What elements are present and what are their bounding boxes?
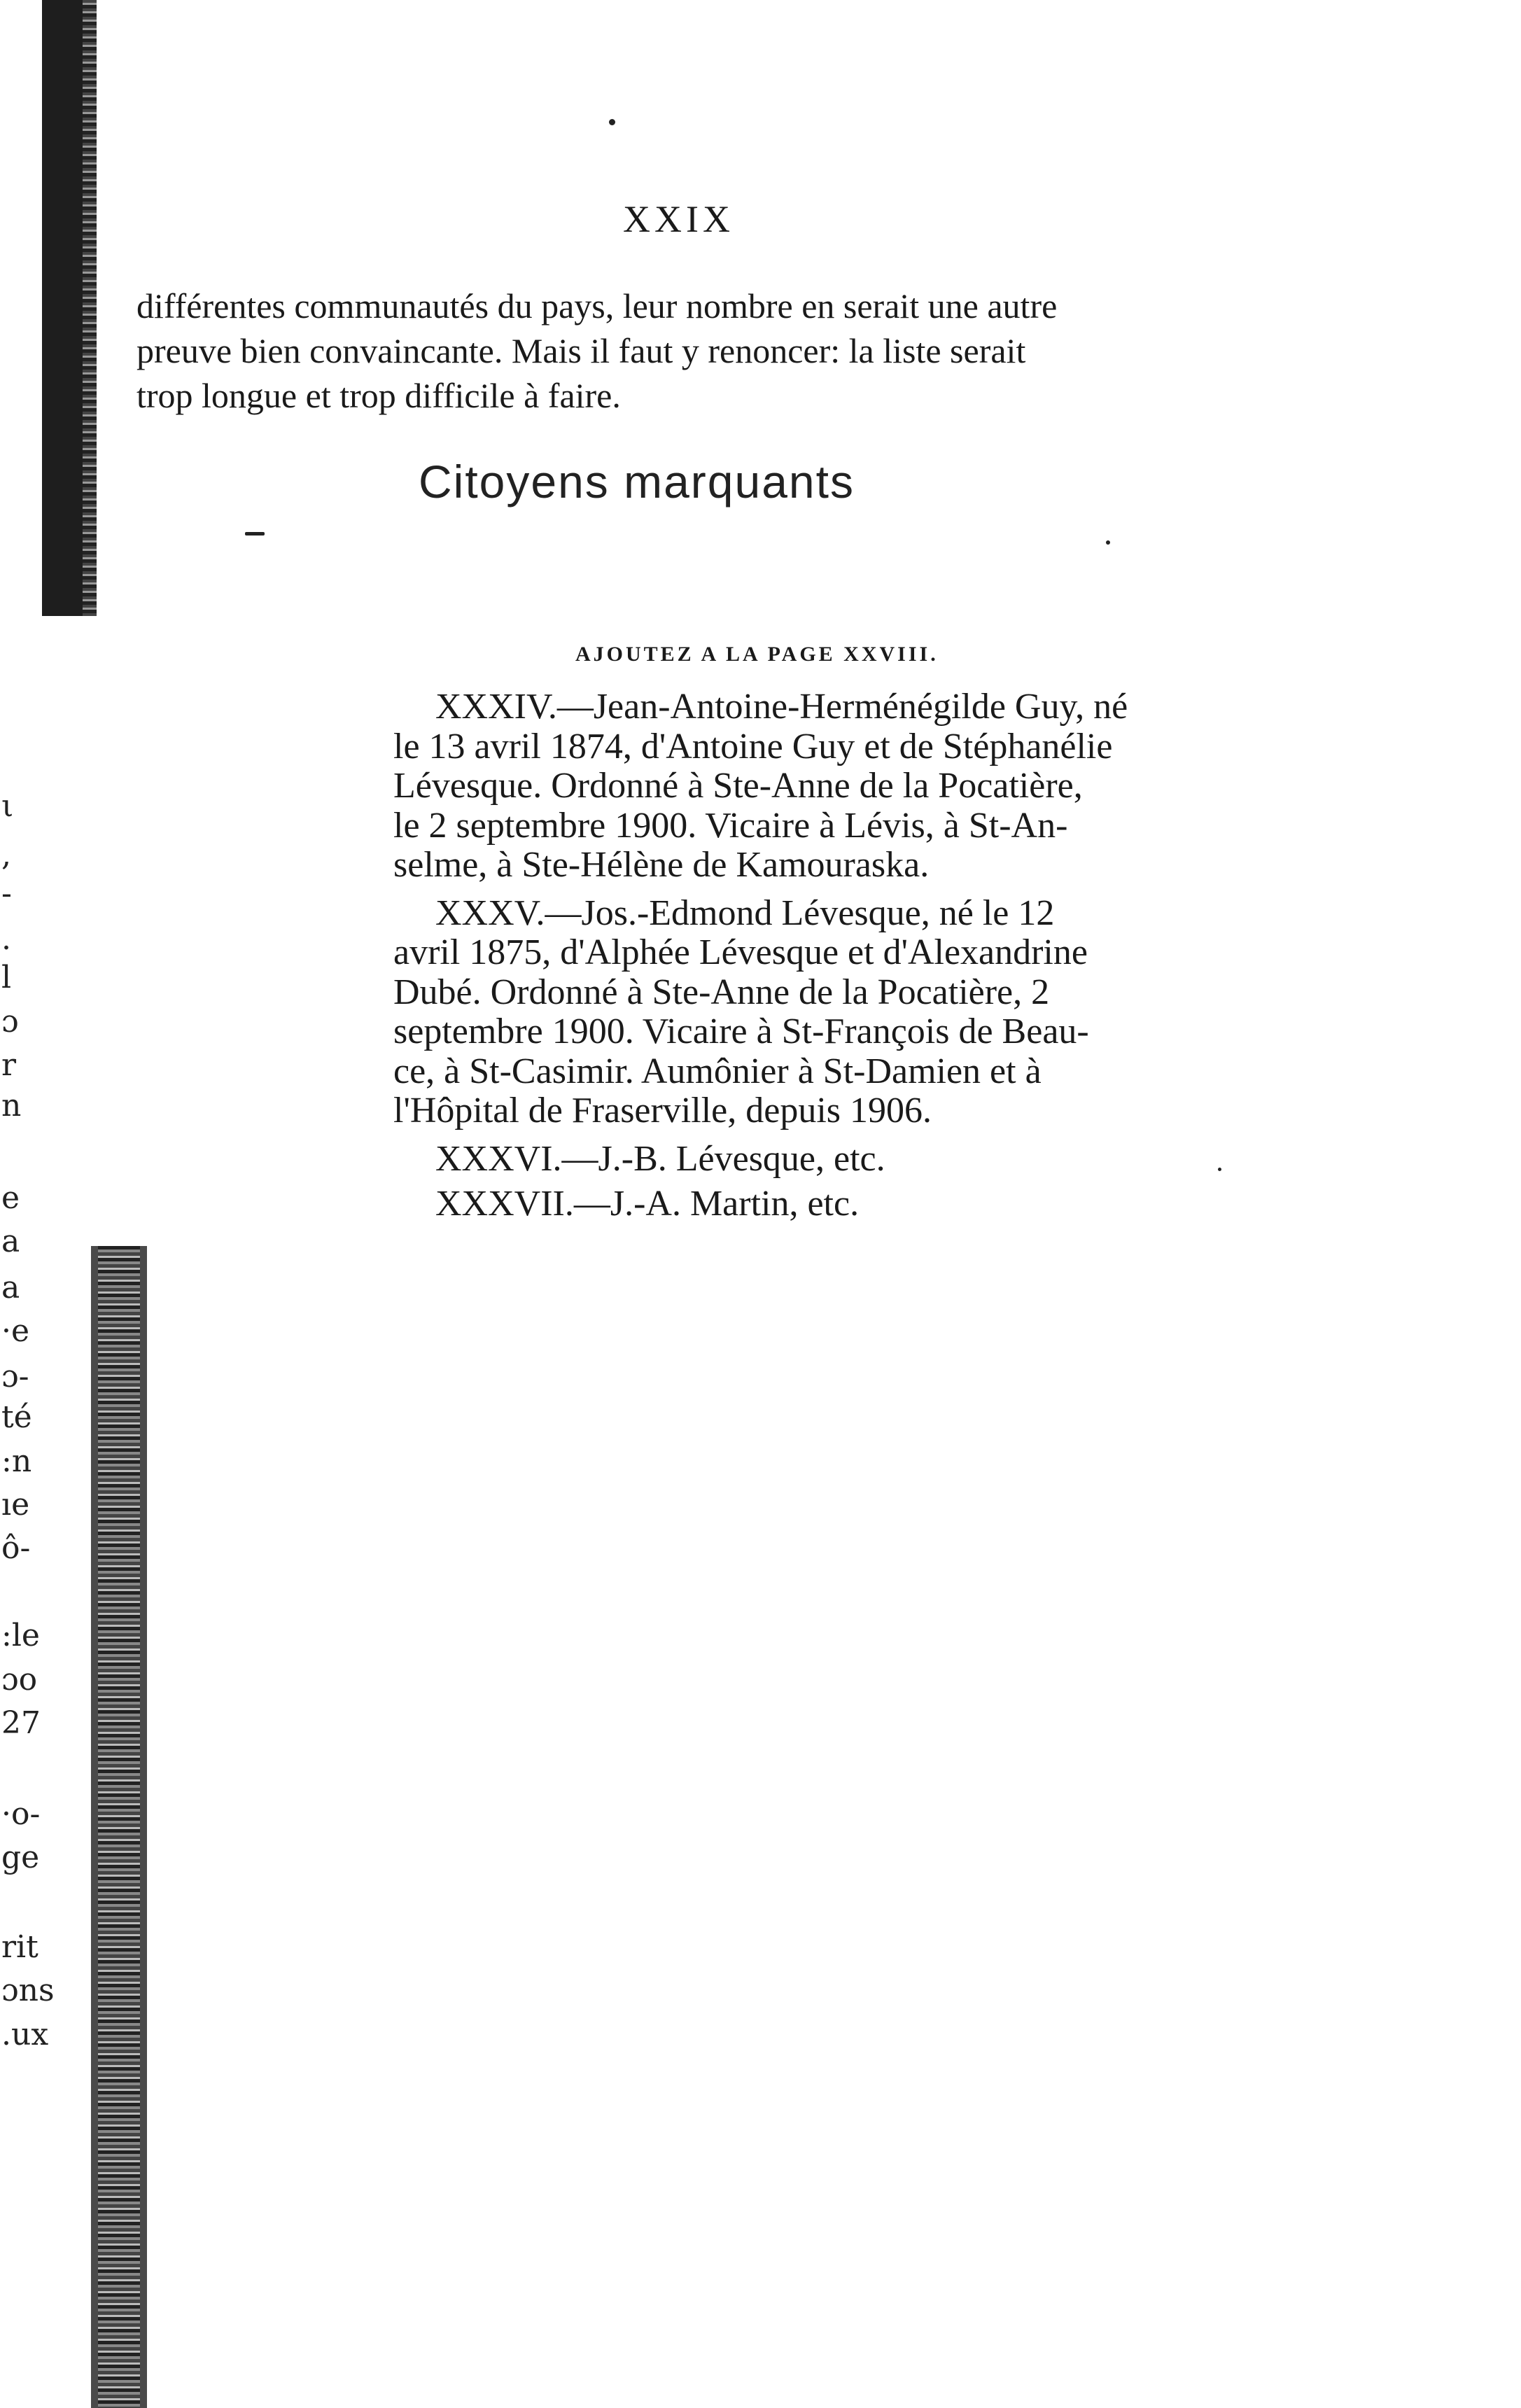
facing-fragment: . [1,921,11,957]
text-line: XXXV.—Jos.-Edmond Lévesque, né le 12 [435,892,1055,933]
text-line: XXXVI.—J.-B. Lévesque, etc. [435,1138,885,1179]
list-item [393,687,1233,886]
facing-fragment: rit [1,1929,38,1965]
facing-page-fragments [0,0,55,2408]
text-line: trop longue et trop difficile à faire. [136,376,621,415]
facing-fragment: té [1,1399,32,1435]
scan-speck [1218,1168,1221,1171]
text-line: le 13 avril 1874, d'Antoine Guy et de Stéphanélie [393,726,1113,766]
text-line: différentes communautés du pays, leur nombre en serait une autre [136,286,1058,326]
facing-fragment: :n [1,1443,32,1479]
facing-fragment: n [1,1088,22,1124]
text-line: XXXVII.—J.-A. Martin, etc. [435,1184,860,1224]
gutter-edge-bottom [98,1246,140,2408]
facing-fragment: ɔo [1,1662,38,1698]
text-line: septembre 1900. Vicaire à St-François de Beau- [393,1011,1089,1051]
text-line: Lévesque. Ordonné à Ste-Anne de la Pocatière, [393,766,1083,806]
facing-fragment: .ux [1,2017,49,2052]
list-item [393,1140,1233,1180]
text-line: le 2 septembre 1900. Vicaire à Lévis, à St-An- [393,805,1068,846]
text-line: preuve bien convaincante. Mais il faut y renoncer: la liste serait [136,331,1026,370]
facing-fragment: ·o- [1,1796,41,1832]
facing-fragment: :le [1,1618,40,1653]
intro-paragraph [136,284,1242,418]
facing-fragment: ɔ- [1,1359,29,1394]
scan-speck [1106,540,1110,545]
page-number: XXIX [623,198,734,240]
text-line: selme, à Ste-Hélène de Kamouraska. [393,845,930,885]
text-line: l'Hôpital de Fraserville, depuis 1906. [393,1091,932,1130]
entries-list [393,687,1233,1230]
facing-fragment: , [1,837,11,873]
facing-fragment: ɔ [1,1004,19,1040]
facing-fragment: l [1,960,12,995]
text-line: avril 1875, d'Alphée Lévesque et d'Alexandrine [393,932,1088,972]
facing-fragment: a [1,1224,20,1259]
gutter-edge-top [83,0,97,616]
text-line: Dubé. Ordonné à Ste-Anne de la Pocatière, 2 [393,972,1050,1012]
section-subheading: AJOUTEZ A LA PAGE XXVIII. [575,643,939,666]
facing-fragment: ge [1,1840,40,1875]
list-item [393,894,1233,1131]
facing-fragment: r [1,1047,17,1083]
text-line: XXXIV.—Jean-Antoine-Herménégilde Guy, né [435,687,1128,727]
facing-fragment: e [1,1180,20,1216]
facing-fragment: 27 [1,1705,41,1741]
scan-speck [245,532,265,536]
section-heading: Citoyens marquants [419,456,855,507]
facing-fragment: ι [1,788,14,824]
scan-speck [609,119,615,125]
facing-fragment: ɔns [1,1973,55,2008]
facing-fragment: ô- [1,1530,31,1566]
facing-fragment: ·e [1,1313,30,1349]
list-item [393,1184,1233,1224]
facing-fragment: a [1,1270,20,1306]
facing-fragment: ıe [1,1487,30,1522]
text-line: ce, à St-Casimir. Aumônier à St-Damien et à [393,1051,1042,1091]
facing-fragment: - [1,876,12,911]
